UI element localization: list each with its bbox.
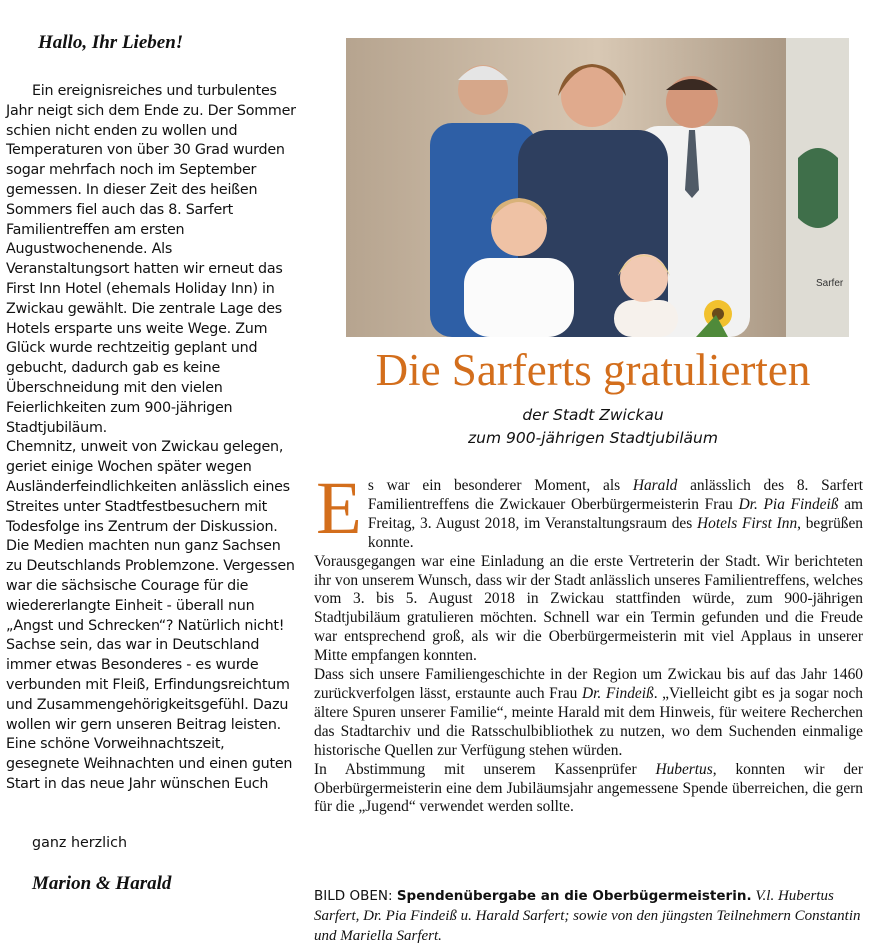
text-run: anlässlich des 8. Sarfert Familientreffens die Zwickauer Oberbürgermeisterin Frau [367, 477, 864, 513]
italic-name: Dr. Pia Findeiß [738, 495, 839, 513]
text-run: Vorausgegangen war eine Einladung an die erste Vertreterin der Stadt. Wir berichteten ihr von unserem Wunsch, dass wir der Stadt anlässlich unseres Familientreffens, welches vom 3. bis 5. August 2018 in Zwickau stattfinden würde, zum 900-jährigen Stadtjubiläum gratulieren möchten. Schnell war ein Termin gefunden und die Freude war entsprechend groß, als wir die Oberbürgermeisterin mit viel Applaus in unserer Mitte empfangen konnten. [314, 552, 863, 665]
article-paragraph [314, 666, 863, 761]
banner-text: Sarfer [816, 278, 844, 289]
text-run: s war ein besonderer Moment, als [367, 477, 633, 494]
caption-title: Spendenübergabe an die Oberbügermeisterin. [396, 888, 752, 904]
subheadline-line: zum 900-jährigen Stadtjubiläum [468, 429, 718, 447]
caption-text: V.l. Hubertus Sarfert, Dr. Pia Findeiß u. Harald Sarfert; sowie von den jüngsten Teilnehmern Constantin und Mariella Sarfert. [314, 888, 861, 944]
text-run: In Abstimmung mit unserem Kassenprüfer [314, 760, 656, 778]
italic-name: Hotels First Inn [697, 514, 798, 532]
text-run: am Freitag, 3. August 2018, im Veranstaltungsraum des [367, 495, 863, 532]
italic-name: Dr. Findeiß [581, 684, 654, 702]
article-headline: Die Sarferts gratulierten [375, 345, 811, 395]
italic-name: Hubertus [655, 760, 713, 778]
article-body [314, 467, 864, 817]
text-run: , konnten wir der Oberbürgermeisterin eine dem Jubiläumsjahr angemessene Spende überreichen, die gern für die „Jugend“ verwendet werden sollte. [314, 760, 863, 816]
article-subheadline [310, 404, 876, 450]
article-paragraph [314, 761, 863, 818]
letter-greeting: Hallo, Ihr Lieben! [38, 32, 184, 53]
group-photo [346, 38, 849, 337]
drop-cap: E [316, 467, 362, 550]
letter-column [6, 26, 298, 895]
letter-paragraph: Ein ereignisreiches und turbulentes Jahr neigt sich dem Ende zu. Der Sommer schien nicht enden zu wollen und Temperaturen von über 30 Grad wurden sogar mehrfach noch im September gemessen. In dieser Zeit des heißen Sommers fiel auch das 8. Sarfert Familientreffen am ersten Augustwochenende. Als Veranstaltungsort hatten wir erneut das First Inn Hotel (ehemals Holiday Inn) in Zwickau gewählt. Die zentrale Lage des Hotels ersparte uns weite Wege. Zum Glück wurde rechtzeitig geplant und gebucht, dadurch gab es keine Überschneidung mit den vielen Feierlichkeiten zum 900-jährigen Stadtjubiläum. [6, 83, 296, 436]
text-run: . „Vielleicht gibt es ja sogar noch ältere Spuren unserer Familie“, meinte Harald mit dem Hinweis, für weitere Recherchen das Stadtarchiv und die Ratsschulbibliothek zu nutzen, wo dem Suchenden einmalige historische Quellen zur Verfügung stehen würden. [314, 684, 863, 759]
photo-caption [314, 886, 869, 946]
text-run: Dass sich unsere Familiengeschichte in der Region um Zwickau bis auf das Jahr 1460 zurückverfolgen lässt, erstaunte auch Frau [314, 666, 863, 702]
letter-signature: Marion & Harald [32, 872, 172, 894]
letter-paragraph: Chemnitz, unweit von Zwickau gelegen, geriet einige Wochen später wegen Ausländerfeindlichkeiten anlässlich eines Streites unter Stadtfestbesuchern mit Todesfolge ins Zentrum der Diskussion. Die Medien machten nun ganz Sachsen zu Deutschlands Problemzone. Vergessen war die sächsische Courage für die wiedererlangte Einheit - überall nun „Angst und Schrecken“? Natürlich nicht! Sachse sein, das war in Deutschland immer etwas Besonderes - es wurde verbunden mit Fleiß, Erfindungsreichtum und Zusammengehörigkeitsgefühl. Dazu wollen wir gern unseren Beitrag leisten. Eine schöne Vorweihnachtszeit, gesegnete Weihnachten und einen guten Start in das neue Jahr wünschen Euch [6, 439, 295, 792]
letter-closing: ganz herzlich [32, 834, 128, 851]
letter-body [6, 82, 298, 795]
text-run: , begrüßen konnte. [367, 514, 863, 551]
italic-name: Harald [632, 477, 678, 494]
article-paragraph [314, 467, 864, 553]
subheadline-line: der Stadt Zwickau [522, 406, 664, 424]
article-paragraph [314, 553, 863, 666]
caption-lead: BILD OBEN: [314, 888, 397, 904]
photo-illustration [346, 38, 849, 337]
